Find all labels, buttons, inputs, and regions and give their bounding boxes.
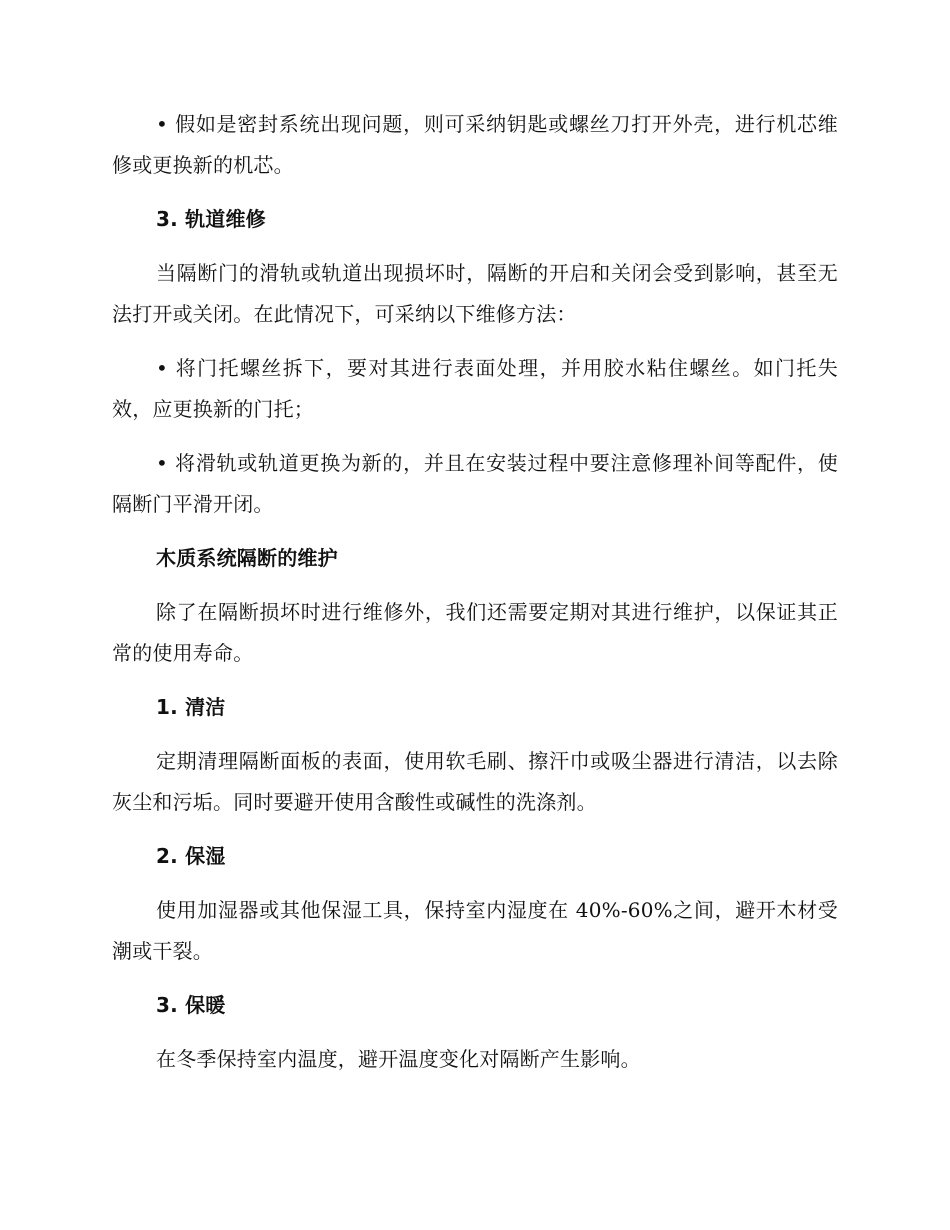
- document-page: [112, 104, 838, 1093]
- bullet-replace-track: • 将滑轨或轨道更换为新的，并且在安装过程中要注意修理补间等配件，使隔断门平滑开闭。: [112, 451, 838, 516]
- paragraph-warming: 在冬季保持室内温度，避开温度变化对隔断产生影响。: [156, 1047, 641, 1071]
- paragraph-moisturizing: 使用加湿器或其他保湿工具，保持室内湿度在 40%-60%之间，避开木材受潮或干裂。: [112, 898, 838, 963]
- paragraph-regular-maintenance: 除了在隔断损坏时进行维修外，我们还需要定期对其进行维护，以保证其正常的使用寿命。: [112, 600, 838, 665]
- heading-track-repair: 3. 轨道维修: [156, 207, 266, 231]
- heading-wood-maintenance: 木质系统隔断的维护: [156, 546, 338, 570]
- heading-moisturizing: 2. 保湿: [156, 844, 226, 868]
- heading-warming: 3. 保暖: [156, 993, 226, 1017]
- bullet-door-bracket: • 将门托螺丝拆下，要对其进行表面处理，并用胶水粘住螺丝。如门托失效，应更换新的门托；: [112, 356, 838, 421]
- paragraph-cleaning: 定期清理隔断面板的表面，使用软毛刷、擦汗巾或吸尘器进行清洁，以去除灰尘和污垢。同时要避开使用含酸性或碱性的洗涤剂。: [112, 749, 838, 814]
- heading-cleaning: 1. 清洁: [156, 695, 226, 719]
- bullet-seal-repair: • 假如是密封系统出现问题，则可采纳钥匙或螺丝刀打开外壳，进行机芯维修或更换新的机芯。: [112, 112, 838, 177]
- paragraph-track-damage: 当隔断门的滑轨或轨道出现损坏时，隔断的开启和关闭会受到影响，甚至无法打开或关闭。在此情况下，可采纳以下维修方法：: [112, 261, 838, 326]
